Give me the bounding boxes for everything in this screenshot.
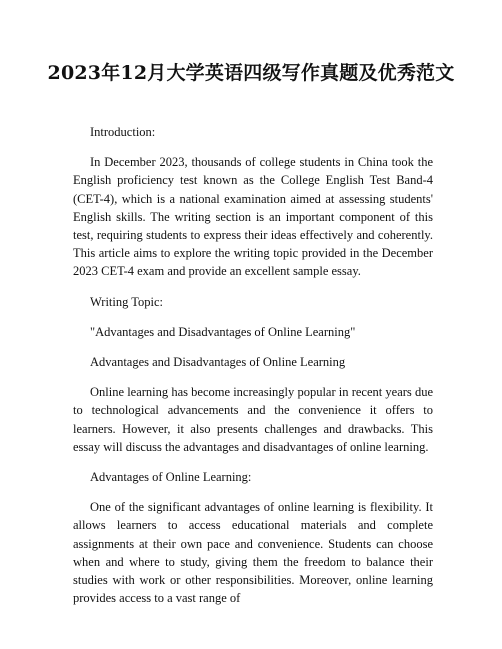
paragraph-writing-topic-heading: Writing Topic: <box>90 294 164 309</box>
paragraph-advantages-heading: Advantages of Online Learning: <box>90 470 252 485</box>
paragraph-advantages-body: One of the significant advantages of online learning is flexibility. It allows learners to access educational materials and complete assignments at their own pace and convenience. Students can choose when and where to study, giving them the freedom to balance their studies with work or other responsibilities. Moreover, online learning provides access to a vast range of <box>73 500 433 606</box>
paragraph-introduction: In December 2023, thousands of college students in China took the English proficiency test known as the College English Test Band-4 (CET-4), which is a national examination aimed at assessing students' English skills. The writing section is an important component of this test, requiring students to express their ideas effectively and coherently. This article aims to explore the writing topic provided in the December 2023 CET-4 exam and provide an excellent sample essay. <box>73 155 433 279</box>
document-title: 2023年12月大学英语四级写作真题及优秀范文 <box>47 62 455 84</box>
paragraph-essay-title: Advantages and Disadvantages of Online Learning <box>90 355 346 370</box>
document-body <box>73 123 433 619</box>
paragraph-essay-intro: Online learning has become increasingly popular in recent years due to technological advancements and the convenience it offers to learners. However, it also presents challenges and drawbacks. This essay will discuss the advantages and disadvantages of online learning. <box>73 385 433 454</box>
paragraph-introduction-heading: Introduction: <box>90 125 156 139</box>
paragraph-writing-topic: "Advantages and Disadvantages of Online Learning" <box>90 324 356 339</box>
